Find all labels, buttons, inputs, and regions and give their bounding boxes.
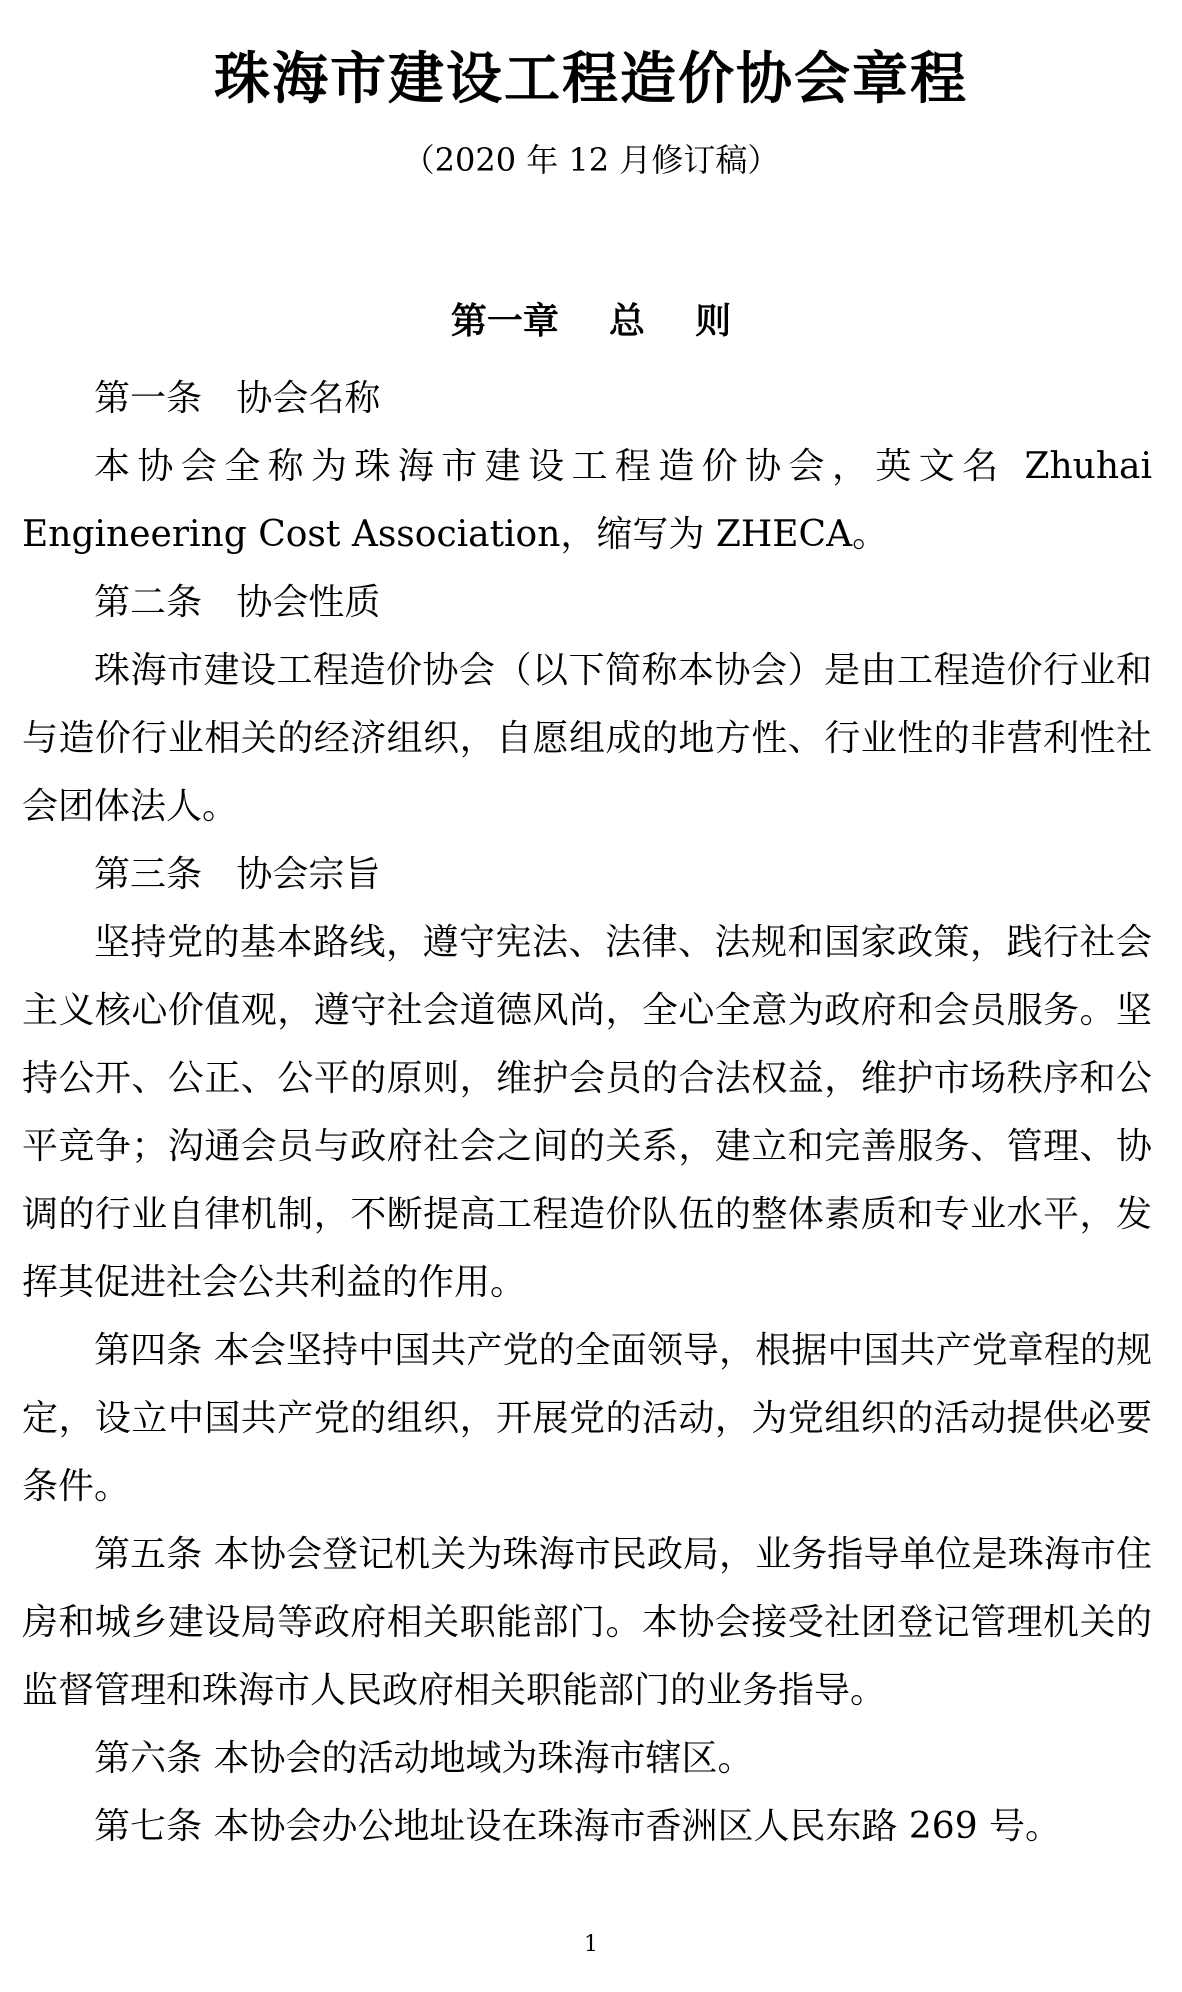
document-subtitle: （2020 年 12 月修订稿） (402, 141, 780, 179)
article-1-heading: 第一条 协会名称 (94, 378, 381, 419)
page-number: 1 (584, 1932, 598, 1957)
document-body (22, 365, 1152, 1861)
article-3-text: 坚持党的基本路线，遵守宪法、法律、法规和国家政策，践行社会主义核心价值观，遵守社会道德风尚，全心全意为政府和会员服务。坚持公开、公正、公平的原则，维护会员的合法权益，维护市场秩序和公平竞争；沟通会员与政府社会之间的关系，建立和完善服务、管理、协调的行业自律机制，不断提高工程造价队伍的整体素质和专业水平，发挥其促进社会公共利益的作用。 (22, 922, 1152, 1303)
article-4-text: 第四条 本会坚持中国共产党的全面领导，根据中国共产党章程的规定，设立中国共产党的组织，开展党的活动，为党组织的活动提供必要条件。 (22, 1330, 1152, 1507)
article-1-text: 本协会全称为珠海市建设工程造价协会，英文名 Zhuhai Engineering Cost Association，缩写为 ZHECA。 (22, 446, 1152, 555)
article-3-heading: 第三条 协会宗旨 (94, 854, 381, 895)
article-2-heading: 第二条 协会性质 (94, 582, 381, 623)
article-7-text: 第七条 本协会办公地址设在珠海市香洲区人民东路 269 号。 (94, 1806, 1062, 1847)
article-5-text: 第五条 本协会登记机关为珠海市民政局，业务指导单位是珠海市住房和城乡建设局等政府相关职能部门。本协会接受社团登记管理机关的监督管理和珠海市人民政府相关职能部门的业务指导。 (22, 1534, 1152, 1711)
document-title: 珠海市建设工程造价协会章程 (214, 47, 968, 112)
article-2-text: 珠海市建设工程造价协会（以下简称本协会）是由工程造价行业和与造价行业相关的经济组织，自愿组成的地方性、行业性的非营利性社会团体法人。 (22, 650, 1152, 827)
chapter-title: 第一章 总 则 (450, 301, 732, 342)
article-6-text: 第六条 本协会的活动地域为珠海市辖区。 (94, 1738, 754, 1779)
